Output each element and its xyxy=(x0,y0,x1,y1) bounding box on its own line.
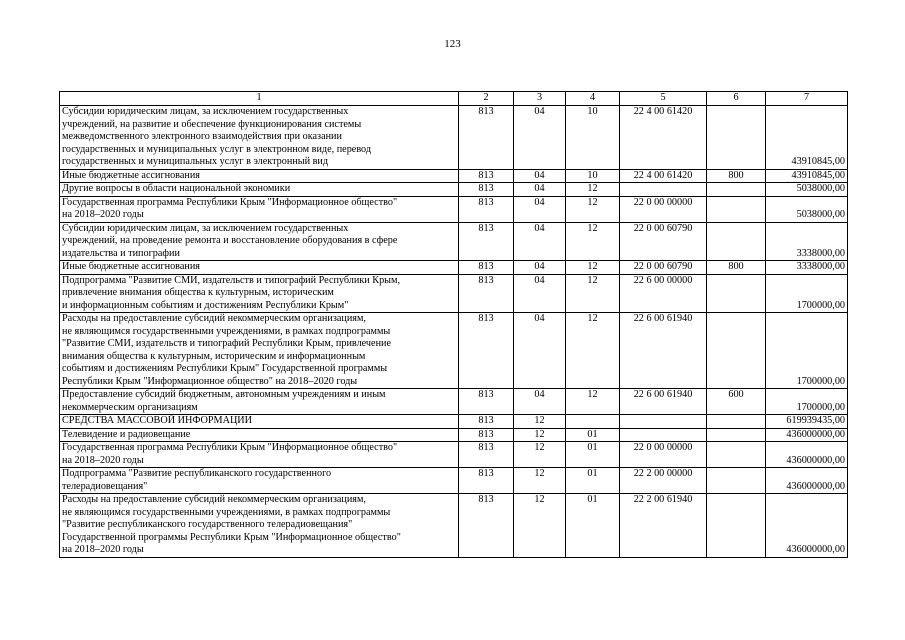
table-row xyxy=(60,274,848,313)
expense-type-code xyxy=(707,442,766,468)
description-line: Иные бюджетные ассигнования xyxy=(62,169,200,181)
expense-type-code xyxy=(707,196,766,222)
description-line: и информационным событиям и достижениям Республики Крым" xyxy=(62,299,349,311)
section-code: 04 xyxy=(514,222,566,261)
amount: 436000000,00 xyxy=(766,428,848,442)
target-article-code: 22 0 00 00000 xyxy=(620,196,707,222)
ministry-code: 813 xyxy=(459,442,514,468)
target-article-code: 22 0 00 60790 xyxy=(620,222,707,261)
row-description xyxy=(60,389,459,415)
expense-type-code xyxy=(707,428,766,442)
description-line: "Развитие СМИ, издательств и типографий Республики Крым, привлечение xyxy=(62,338,391,349)
ministry-code: 813 xyxy=(459,196,514,222)
amount: 1700000,00 xyxy=(766,274,848,313)
target-article-code: 22 0 00 00000 xyxy=(620,442,707,468)
row-description xyxy=(60,415,459,429)
target-article-code: 22 0 00 60790 xyxy=(620,261,707,275)
section-code: 04 xyxy=(514,389,566,415)
amount: 1700000,00 xyxy=(766,313,848,389)
description-line: издательства и типографии xyxy=(62,247,180,259)
amount: 5038000,00 xyxy=(766,183,848,197)
section-code: 04 xyxy=(514,274,566,313)
header-col-1: 1 xyxy=(60,92,459,106)
ministry-code: 813 xyxy=(459,261,514,275)
description-line: не являющимся государственными учреждениями, в рамках подпрограммы xyxy=(62,506,391,518)
table-row xyxy=(60,389,848,415)
description-line: Иные бюджетные ассигнования xyxy=(62,261,200,272)
description-line: Государственная программа Республики Крым "Информационное общество" xyxy=(62,442,398,453)
table-row xyxy=(60,468,848,494)
subsection-code: 12 xyxy=(566,196,620,222)
amount: 43910845,00 xyxy=(766,106,848,170)
subsection-code: 01 xyxy=(566,442,620,468)
description-line: СРЕДСТВА МАССОВОЙ ИНФОРМАЦИИ xyxy=(62,415,253,426)
target-article-code: 22 6 00 61940 xyxy=(620,313,707,389)
description-line: Подпрограмма "Развитие СМИ, издательств и типографий Республики Крым, xyxy=(62,274,401,286)
expense-type-code: 600 xyxy=(707,389,766,415)
subsection-code: 12 xyxy=(566,183,620,197)
ministry-code: 813 xyxy=(459,183,514,197)
table-row xyxy=(60,261,848,275)
ministry-code: 813 xyxy=(459,389,514,415)
header-col-5: 5 xyxy=(620,92,707,106)
row-description xyxy=(60,494,459,558)
target-article-code: 22 2 00 61940 xyxy=(620,494,707,558)
ministry-code: 813 xyxy=(459,222,514,261)
table-row xyxy=(60,222,848,261)
ministry-code: 813 xyxy=(459,274,514,313)
budget-table xyxy=(59,91,848,558)
section-code: 12 xyxy=(514,494,566,558)
expense-type-code xyxy=(707,415,766,429)
description-line: внимания общества к культурным, историческим и информационным xyxy=(62,350,366,362)
target-article-code xyxy=(620,415,707,429)
target-article-code: 22 6 00 61940 xyxy=(620,389,707,415)
table-row xyxy=(60,169,848,183)
header-row xyxy=(60,92,848,106)
page-number: 123 xyxy=(444,38,461,50)
row-description xyxy=(60,169,459,183)
section-code: 04 xyxy=(514,313,566,389)
row-description xyxy=(60,313,459,389)
header-col-7: 7 xyxy=(766,92,848,106)
section-code: 12 xyxy=(514,428,566,442)
description-line: не являющимся государственными учреждениями, в рамках подпрограммы xyxy=(62,325,391,337)
table-row xyxy=(60,428,848,442)
description-line: некоммерческим организациям xyxy=(62,401,198,413)
subsection-code: 01 xyxy=(566,468,620,494)
expense-type-code xyxy=(707,468,766,494)
section-code: 12 xyxy=(514,468,566,494)
expense-type-code xyxy=(707,313,766,389)
target-article-code: 22 4 00 61420 xyxy=(620,106,707,170)
amount: 43910845,00 xyxy=(766,169,848,183)
ministry-code: 813 xyxy=(459,494,514,558)
description-line: Подпрограмма "Развитие республиканского государственного xyxy=(62,468,332,479)
table-row xyxy=(60,442,848,468)
description-line: государственных и муниципальных услуг в электронном виде, перевод xyxy=(62,143,372,155)
amount: 5038000,00 xyxy=(766,196,848,222)
subsection-code: 10 xyxy=(566,169,620,183)
description-line: Другие вопросы в области национальной экономики xyxy=(62,183,291,194)
expense-type-code xyxy=(707,222,766,261)
target-article-code: 22 6 00 00000 xyxy=(620,274,707,313)
description-line: государственных и муниципальных услуг в электронный вид xyxy=(62,156,329,167)
amount: 1700000,00 xyxy=(766,389,848,415)
description-line: телерадиовещания" xyxy=(62,480,148,492)
header-col-2: 2 xyxy=(459,92,514,106)
row-description xyxy=(60,261,459,275)
description-line: "Развитие республиканского государственного телерадиовещания" xyxy=(62,519,353,530)
row-description xyxy=(60,106,459,170)
description-line: Расходы на предоставление субсидий некоммерческим организациям, xyxy=(62,313,366,324)
description-line: Государственной программы Республики Крым "Информационное общество" xyxy=(62,531,401,543)
table-row xyxy=(60,106,848,170)
description-line: на 2018–2020 годы xyxy=(62,454,144,466)
subsection-code: 12 xyxy=(566,261,620,275)
subsection-code: 12 xyxy=(566,222,620,261)
header-col-6: 6 xyxy=(707,92,766,106)
header-col-3: 3 xyxy=(514,92,566,106)
description-line: Расходы на предоставление субсидий некоммерческим организациям, xyxy=(62,494,366,505)
amount: 436000000,00 xyxy=(766,442,848,468)
description-line: Предоставление субсидий бюджетным, автономным учреждениям и иным xyxy=(62,389,386,400)
description-line: Республики Крым "Информационное общество" на 2018–2020 годы xyxy=(62,375,358,387)
amount: 436000000,00 xyxy=(766,468,848,494)
target-article-code: 22 4 00 61420 xyxy=(620,169,707,183)
section-code: 04 xyxy=(514,106,566,170)
amount: 3338000,00 xyxy=(766,222,848,261)
table-row xyxy=(60,313,848,389)
section-code: 04 xyxy=(514,169,566,183)
subsection-code: 01 xyxy=(566,428,620,442)
amount: 619939435,00 xyxy=(766,415,848,429)
description-line: на 2018–2020 годы xyxy=(62,209,144,220)
expense-type-code: 800 xyxy=(707,169,766,183)
table-row xyxy=(60,415,848,429)
table-row xyxy=(60,494,848,558)
ministry-code: 813 xyxy=(459,468,514,494)
subsection-code: 12 xyxy=(566,313,620,389)
expense-type-code: 800 xyxy=(707,261,766,275)
expense-type-code xyxy=(707,106,766,170)
row-description xyxy=(60,442,459,468)
subsection-code: 12 xyxy=(566,274,620,313)
ministry-code: 813 xyxy=(459,313,514,389)
ministry-code: 813 xyxy=(459,106,514,170)
target-article-code xyxy=(620,183,707,197)
section-code: 12 xyxy=(514,442,566,468)
description-line: межведомственного электронного взаимодействия при оказании xyxy=(62,131,342,142)
description-line: учреждений, на проведение ремонта и восстановление оборудования в сфере xyxy=(62,235,398,246)
row-description xyxy=(60,222,459,261)
header-col-4: 4 xyxy=(566,92,620,106)
description-line: на 2018–2020 годы xyxy=(62,544,144,555)
description-line: событиям и достижениям Республики Крым" Государственной программы xyxy=(62,363,388,374)
target-article-code: 22 2 00 00000 xyxy=(620,468,707,494)
table-row xyxy=(60,183,848,197)
subsection-code: 10 xyxy=(566,106,620,170)
subsection-code xyxy=(566,415,620,429)
section-code: 04 xyxy=(514,196,566,222)
row-description xyxy=(60,274,459,313)
section-code: 04 xyxy=(514,183,566,197)
description-line: Субсидии юридическим лицам, за исключением государственных xyxy=(62,222,349,234)
expense-type-code xyxy=(707,183,766,197)
description-line: Субсидии юридическим лицам, за исключением государственных xyxy=(62,106,349,117)
row-description xyxy=(60,468,459,494)
ministry-code: 813 xyxy=(459,415,514,429)
expense-type-code xyxy=(707,494,766,558)
subsection-code: 01 xyxy=(566,494,620,558)
amount: 3338000,00 xyxy=(766,261,848,275)
ministry-code: 813 xyxy=(459,169,514,183)
row-description xyxy=(60,196,459,222)
amount: 436000000,00 xyxy=(766,494,848,558)
row-description xyxy=(60,428,459,442)
ministry-code: 813 xyxy=(459,428,514,442)
section-code: 12 xyxy=(514,415,566,429)
description-line: привлечение внимания общества к культурным, историческим xyxy=(62,287,334,298)
subsection-code: 12 xyxy=(566,389,620,415)
target-article-code xyxy=(620,428,707,442)
description-line: Государственная программа Республики Крым "Информационное общество" xyxy=(62,196,398,208)
section-code: 04 xyxy=(514,261,566,275)
description-line: учреждений, на развитие и обеспечение функционирования системы xyxy=(62,118,362,130)
row-description xyxy=(60,183,459,197)
table-row xyxy=(60,196,848,222)
description-line: Телевидение и радиовещание xyxy=(62,428,191,440)
expense-type-code xyxy=(707,274,766,313)
